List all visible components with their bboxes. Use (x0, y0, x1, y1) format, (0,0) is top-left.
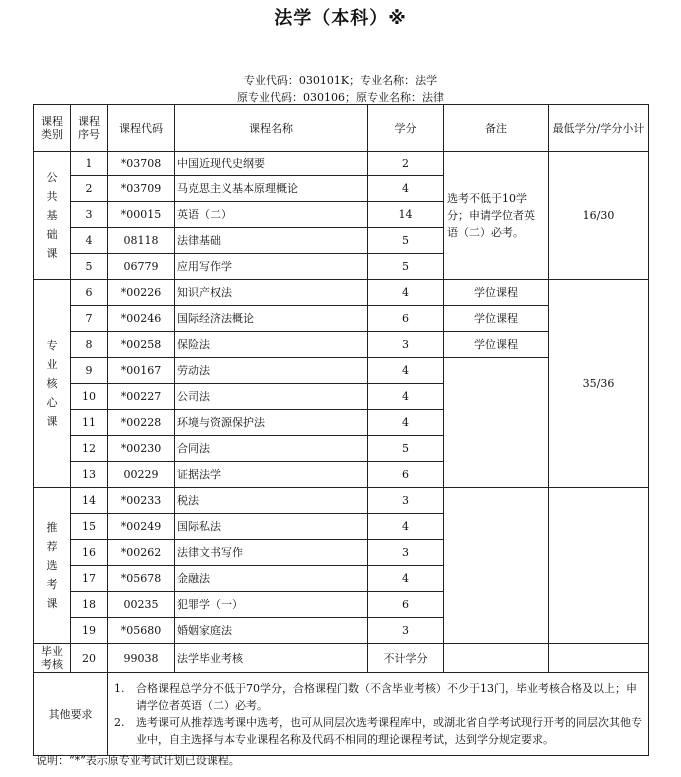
course-code: *05680 (108, 618, 175, 644)
course-seq: 12 (71, 436, 108, 462)
category-elective: 推 荐 选 考 课 (34, 488, 71, 644)
course-credit: 6 (368, 306, 444, 332)
page-title: 法学（本科）※ (274, 8, 407, 29)
requirement-number: 2. (114, 716, 125, 729)
course-code: 99038 (108, 644, 175, 673)
course-credit: 6 (368, 462, 444, 488)
course-seq: 9 (71, 358, 108, 384)
course-name: 马克思主义基本原理概论 (175, 176, 368, 202)
course-name: 知识产权法 (175, 280, 368, 306)
course-seq: 4 (71, 228, 108, 254)
category-public: 公 共 基 础 课 (34, 152, 71, 280)
course-seq: 13 (71, 462, 108, 488)
course-remark: 学位课程 (444, 280, 549, 306)
course-seq: 19 (71, 618, 108, 644)
table-row (34, 488, 649, 514)
course-name: 应用写作学 (175, 254, 368, 280)
course-name: 劳动法 (175, 358, 368, 384)
header-min-credit: 最低学分/学分小计 (549, 105, 649, 152)
header-name: 课程名称 (175, 105, 368, 152)
course-remark: 学位课程 (444, 332, 549, 358)
header-category: 课程类别 (34, 105, 71, 152)
course-seq: 15 (71, 514, 108, 540)
course-seq: 2 (71, 176, 108, 202)
major-code-line: 专业代码：030101K；专业名称：法学 (243, 74, 438, 87)
course-seq: 17 (71, 566, 108, 592)
course-seq: 14 (71, 488, 108, 514)
course-code: *03708 (108, 152, 175, 176)
table-row (34, 280, 649, 306)
course-credit: 3 (368, 332, 444, 358)
graduation-remark-blank (444, 644, 549, 673)
course-code: 06779 (108, 254, 175, 280)
course-credit: 4 (368, 176, 444, 202)
course-code: 08118 (108, 228, 175, 254)
course-seq: 1 (71, 152, 108, 176)
course-name: 税法 (175, 488, 368, 514)
header-seq: 课程序号 (71, 105, 108, 152)
requirement-text: 合格课程总学分不低于70学分，合格课程门数（不含毕业考核）不少于13门，毕业考核合格及以上；申请学位者英语（二）必考。 (136, 682, 637, 712)
course-seq: 16 (71, 540, 108, 566)
course-name: 国际私法 (175, 514, 368, 540)
course-code: *00262 (108, 540, 175, 566)
course-seq: 8 (71, 332, 108, 358)
course-name: 国际经济法概论 (175, 306, 368, 332)
course-seq: 20 (71, 644, 108, 673)
course-name: 中国近现代史纲要 (175, 152, 368, 176)
table-row (34, 152, 649, 176)
course-name: 法律文书写作 (175, 540, 368, 566)
other-requirements-label: 其他要求 (34, 673, 108, 756)
course-credit: 4 (368, 280, 444, 306)
other-requirements-notes (108, 673, 649, 756)
course-credit: 4 (368, 566, 444, 592)
course-code: *05678 (108, 566, 175, 592)
course-name: 婚姻家庭法 (175, 618, 368, 644)
public-min-credit: 16/30 (549, 152, 649, 280)
course-credit: 4 (368, 410, 444, 436)
course-credit: 14 (368, 202, 444, 228)
course-code: 00235 (108, 592, 175, 618)
course-seq: 18 (71, 592, 108, 618)
course-code: *00228 (108, 410, 175, 436)
course-credit: 不计学分 (368, 644, 444, 673)
course-code: *00233 (108, 488, 175, 514)
course-code: *03709 (108, 176, 175, 202)
original-major-code-line: 原专业代码：030106；原专业名称：法律 (237, 91, 444, 104)
course-name: 英语（二） (175, 202, 368, 228)
elective-remark-blank (444, 488, 549, 644)
course-code: *00249 (108, 514, 175, 540)
table-row (34, 644, 649, 673)
requirement-item (114, 714, 642, 748)
course-credit: 4 (368, 514, 444, 540)
course-name: 法律基础 (175, 228, 368, 254)
course-seq: 3 (71, 202, 108, 228)
course-code: *00246 (108, 306, 175, 332)
course-seq: 11 (71, 410, 108, 436)
graduation-min-blank (549, 644, 649, 673)
category-graduation: 毕业考核 (34, 644, 71, 673)
course-credit: 5 (368, 254, 444, 280)
course-code: 00229 (108, 462, 175, 488)
course-credit: 3 (368, 488, 444, 514)
requirement-item (114, 680, 642, 714)
course-name: 法学毕业考核 (175, 644, 368, 673)
course-remark: 学位课程 (444, 306, 549, 332)
course-name: 保险法 (175, 332, 368, 358)
requirement-number: 1. (114, 682, 125, 695)
course-code: *00226 (108, 280, 175, 306)
public-remark: 选考不低于10学分；申请学位者英语（二）必考。 (444, 152, 549, 280)
course-credit: 6 (368, 592, 444, 618)
core-remark-blank (444, 358, 549, 488)
course-code: *00230 (108, 436, 175, 462)
course-credit: 5 (368, 436, 444, 462)
course-credit: 4 (368, 358, 444, 384)
course-name: 合同法 (175, 436, 368, 462)
course-seq: 6 (71, 280, 108, 306)
header-credit: 学分 (368, 105, 444, 152)
curriculum-table (33, 104, 649, 756)
course-credit: 4 (368, 384, 444, 410)
course-code: *00258 (108, 332, 175, 358)
course-name: 证据法学 (175, 462, 368, 488)
header-code: 课程代码 (108, 105, 175, 152)
header-remark: 备注 (444, 105, 549, 152)
course-seq: 7 (71, 306, 108, 332)
course-seq: 10 (71, 384, 108, 410)
course-code: *00167 (108, 358, 175, 384)
course-name: 环境与资源保护法 (175, 410, 368, 436)
course-seq: 5 (71, 254, 108, 280)
course-credit: 5 (368, 228, 444, 254)
course-credit: 3 (368, 540, 444, 566)
course-name: 公司法 (175, 384, 368, 410)
course-name: 犯罪学（一） (175, 592, 368, 618)
footnote: 说明：“*”表示原专业考试计划已设课程。 (36, 754, 240, 767)
course-code: *00015 (108, 202, 175, 228)
elective-min-blank (549, 488, 649, 644)
category-core: 专 业 核 心 课 (34, 280, 71, 488)
course-code: *00227 (108, 384, 175, 410)
core-min-credit: 35/36 (549, 280, 649, 488)
course-credit: 3 (368, 618, 444, 644)
curriculum-body (34, 152, 649, 756)
other-requirements-row (34, 673, 649, 756)
requirement-text: 选考课可从推荐选考课中选考，也可从同层次选考课程库中，或湖北省自学考试现行开考的同层次其他专业中，自主选择与本专业课程名称及代码不相同的理论课程考试，达到学分规定要求。 (136, 716, 642, 746)
course-credit: 2 (368, 152, 444, 176)
course-name: 金融法 (175, 566, 368, 592)
